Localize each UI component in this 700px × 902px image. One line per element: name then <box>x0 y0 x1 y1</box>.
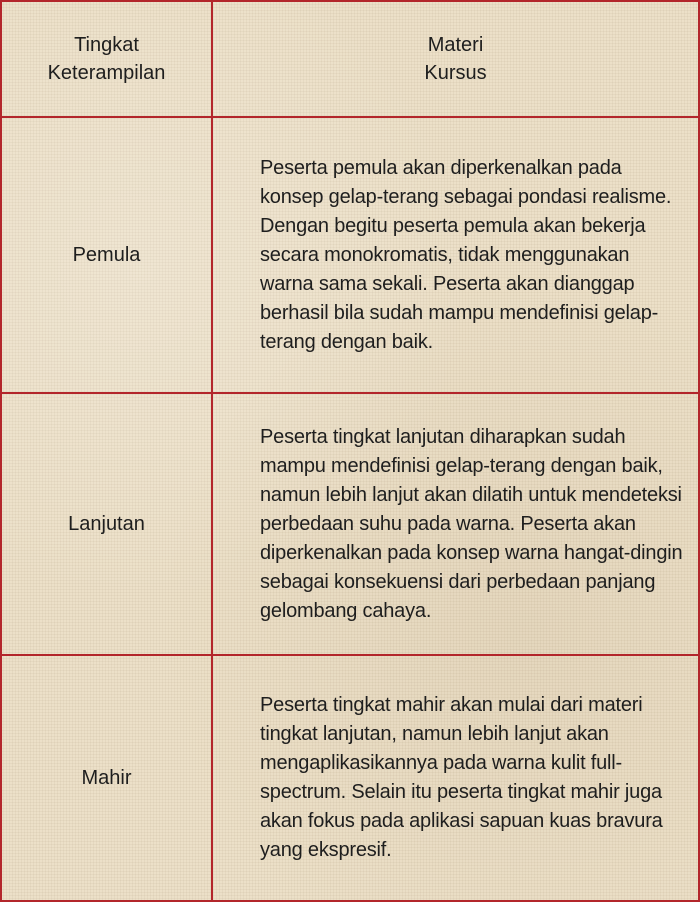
header-course-material-text <box>424 31 486 87</box>
description-cell-pemula <box>213 118 698 394</box>
header-skill-level-line1: Tingkat <box>74 34 139 56</box>
header-course-material-line1: Materi <box>427 34 484 56</box>
level-label: Mahir <box>81 766 132 789</box>
description-cell-lanjutan <box>213 394 698 656</box>
level-cell-pemula <box>2 118 213 394</box>
header-skill-level-line2: Keterampilan <box>47 62 166 84</box>
header-course-material-line2: Kursus <box>424 62 487 84</box>
description-text: Peserta tingkat mahir akan mulai dari materi tingkat lanjutan, namun lebih lanjut akan mengaplikasikannya pada warna kulit full-spectrum. Selain itu peserta tingkat mahir juga akan fokus pada aplikasi sapuan kuas bravura yang ekspresif. <box>260 694 663 861</box>
description-text: Peserta pemula akan diperkenalkan pada konsep gelap-terang sebagai pondasi realisme. Dengan begitu peserta pemula akan bekerja secara monokromatis, tidak menggunakan warna sama sekali. Peserta akan dianggap berhasil bila sudah mampu mendefinisi gelap-terang dengan baik. <box>260 156 672 353</box>
header-skill-level <box>2 2 213 118</box>
description-cell-mahir <box>213 656 698 900</box>
header-course-material <box>213 2 698 118</box>
level-cell-mahir <box>2 656 213 900</box>
description-text: Peserta tingkat lanjutan diharapkan sudah mampu mendefinisi gelap-terang dengan baik, namun lebih lanjut akan dilatih untuk mendeteksi perbedaan suhu pada warna. Peserta akan diperkenalkan pada konsep warna hangat-dingin sebagai konsekuensi dari perbedaan panjang gelombang cahaya. <box>260 425 683 622</box>
level-label: Pemula <box>72 243 141 266</box>
level-cell-lanjutan <box>2 394 213 656</box>
level-label: Lanjutan <box>68 512 145 535</box>
header-skill-level-text <box>48 31 166 87</box>
